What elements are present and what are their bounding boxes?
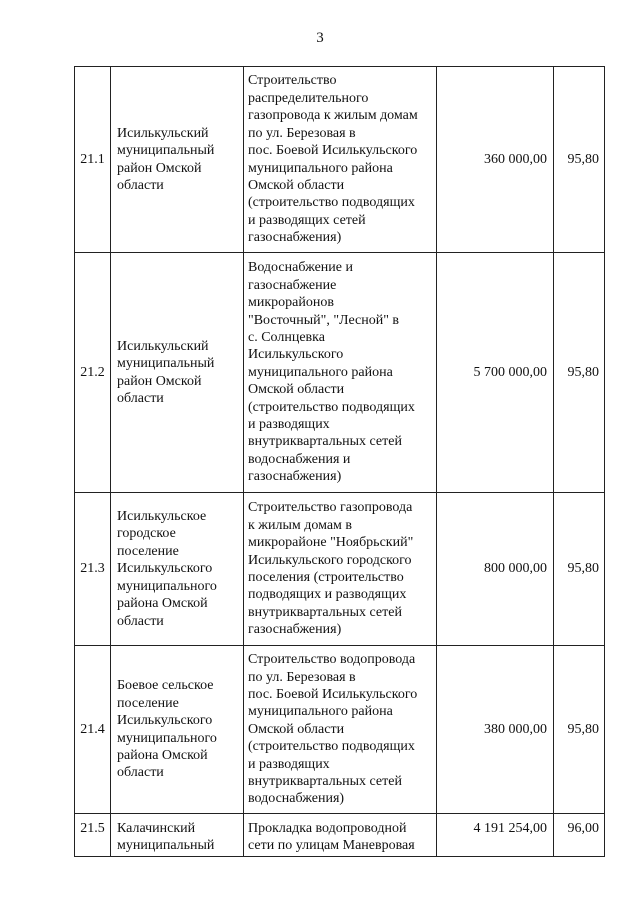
table-row [75,646,605,814]
amount-cell: 5 700 000,00 [437,253,554,493]
municipality-cell: Калачинский муниципальный [111,814,244,857]
amount-cell: 800 000,00 [437,493,554,646]
percent-cell: 95,80 [554,67,605,253]
table-row [75,814,605,857]
description-cell: Водоснабжение и газоснабжение микрорайонов "Восточный", "Лесной" в с. Солнцевка Исилькульского муниципального района Омской области (строительство подводящих и разводящих внутриквартальных сетей водоснабжения и газоснабжения) [244,253,437,493]
row-number: 21.1 [75,67,111,253]
description-cell: Строительство газопровода к жилым домам в микрорайоне "Ноябрьский" Исилькульского городского поселения (строительство подводящих и разводящих внутриквартальных сетей газоснабжения) [244,493,437,646]
percent-cell: 95,80 [554,253,605,493]
page-number: 3 [316,30,324,46]
municipality-cell: Исилькульский муниципальный район Омской области [111,253,244,493]
percent-cell: 95,80 [554,646,605,814]
table-row [75,253,605,493]
description-cell: Строительство распределительного газопровода к жилым домам по ул. Березовая в пос. Боевой Исилькульского муниципального района Омской области (строительство подводящих и разводящих сетей газоснабжения) [244,67,437,253]
amount-cell: 380 000,00 [437,646,554,814]
table-row [75,493,605,646]
description-cell: Прокладка водопроводной сети по улицам Маневровая [244,814,437,857]
municipality-cell: Исилькульское городское поселение Исилькульского муниципального района Омской области [111,493,244,646]
municipality-cell: Боевое сельское поселение Исилькульского муниципального района Омской области [111,646,244,814]
percent-cell: 95,80 [554,493,605,646]
row-number: 21.5 [75,814,111,857]
percent-cell: 96,00 [554,814,605,857]
projects-table [74,66,605,857]
description-cell: Строительство водопровода по ул. Березовая в пос. Боевой Исилькульского муниципального района Омской области (строительство подводящих и разводящих внутриквартальных сетей водоснабжения) [244,646,437,814]
row-number: 21.3 [75,493,111,646]
table-row [75,67,605,253]
amount-cell: 4 191 254,00 [437,814,554,857]
row-number: 21.2 [75,253,111,493]
municipality-cell: Исилькульский муниципальный район Омской области [111,67,244,253]
amount-cell: 360 000,00 [437,67,554,253]
row-number: 21.4 [75,646,111,814]
